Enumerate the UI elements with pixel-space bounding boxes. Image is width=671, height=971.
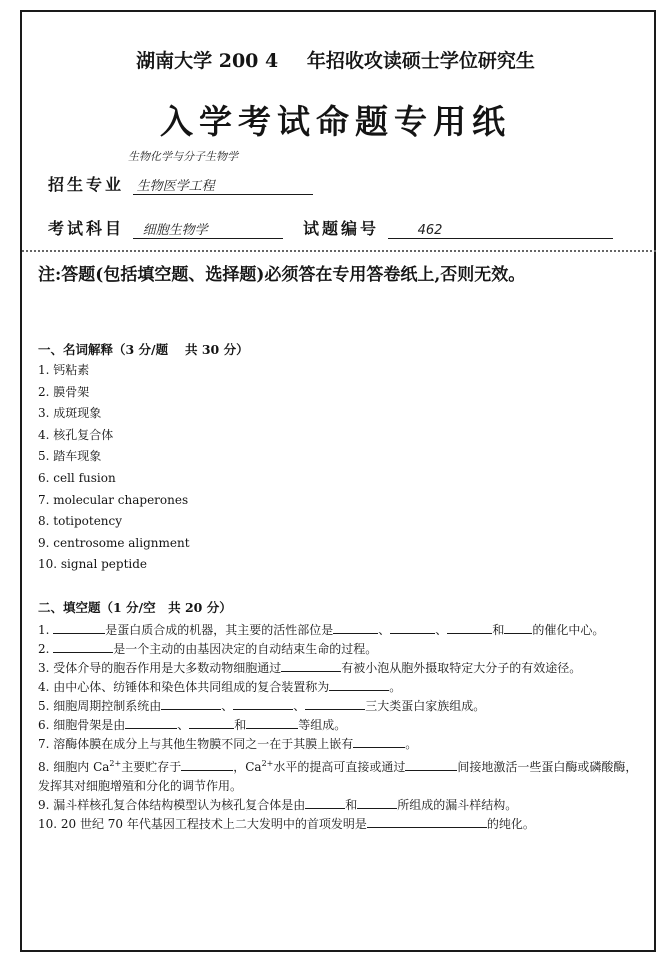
major-label: 招生专业 bbox=[48, 175, 125, 194]
subject-field: 细胞生物学 bbox=[133, 219, 283, 239]
blank bbox=[181, 760, 233, 771]
subject-row bbox=[48, 216, 283, 239]
list-item: 4. 核孔复合体 bbox=[38, 427, 114, 442]
list-item: 5. 踏车现象 bbox=[38, 449, 102, 464]
header-school-year: 湖南大学 200 bbox=[136, 50, 259, 72]
blank bbox=[53, 642, 113, 653]
list-item: 7. molecular chaperones bbox=[38, 492, 189, 507]
blank bbox=[390, 623, 435, 634]
blank bbox=[161, 699, 221, 710]
list-item: 8. totipotency bbox=[38, 514, 123, 529]
handwritten-note: 生物化学与分子生物学 bbox=[128, 150, 238, 163]
blank bbox=[357, 798, 397, 809]
question-8: 8. 细胞内 $Ca^{2+}$主要贮存于 ，$Ca^{2+}$水平的提高可直接或通过 间接地激活一些蛋白酶或磷酸酶，发挥其对细胞增殖和分化的调节作用。 bbox=[38, 759, 638, 793]
blank bbox=[125, 718, 177, 729]
fill-blank-list bbox=[38, 621, 638, 834]
list-item: 1. 钙粘素 bbox=[38, 363, 90, 377]
dotted-divider bbox=[22, 250, 656, 252]
blank bbox=[504, 623, 532, 634]
question-10: 10. 20 世纪 70 年代基因工程技术上二大发明中的首项发明是 的纯化。 bbox=[38, 817, 535, 831]
header-line-1 bbox=[0, 46, 671, 73]
major-row bbox=[48, 172, 313, 195]
blank bbox=[305, 699, 365, 710]
blank bbox=[353, 737, 405, 748]
list-item: 9. centrosome alignment bbox=[38, 535, 190, 550]
question-4: 4. 由中心体、纺锤体和染色体共同组成的复合装置称为 。 bbox=[38, 680, 402, 694]
question-9: 9. 漏斗样核孔复合体结构模型认为核孔复合体是由 和 所组成的漏斗样结构。 bbox=[38, 798, 518, 812]
question-2: 2. 是一个主动的由基因决定的自动结束生命的过程。 bbox=[38, 642, 378, 656]
section-1-title: 一、名词解释（3 分/题 共 30 分） bbox=[38, 342, 249, 357]
page-title: 入学考试命题专用纸 bbox=[160, 102, 511, 141]
question-5: 5. 细胞周期控制系统由 、 、 三大类蛋白家族组成。 bbox=[38, 699, 486, 713]
blank bbox=[189, 718, 234, 729]
subject-label: 考试科目 bbox=[48, 219, 125, 238]
question-3: 3. 受体介导的胞吞作用是大多数动物细胞通过 有被小泡从胞外摄取特定大分子的有效途径。 bbox=[38, 661, 582, 675]
major-field: 生物医学工程 bbox=[133, 175, 313, 195]
header-program: 年招收攻读硕士学位研究生 bbox=[306, 50, 535, 72]
blank bbox=[305, 798, 345, 809]
code-row bbox=[303, 216, 613, 239]
blank bbox=[233, 699, 293, 710]
blank bbox=[246, 718, 298, 729]
list-item: 3. 成斑现象 bbox=[38, 406, 102, 421]
blank bbox=[53, 623, 105, 634]
header-year-digit: 4 bbox=[265, 50, 279, 72]
code-label: 试题编号 bbox=[303, 219, 380, 238]
blank bbox=[447, 623, 492, 634]
question-6: 6. 细胞骨架是由 、 和 等组成。 bbox=[38, 718, 347, 732]
list-item: 6. cell fusion bbox=[38, 470, 116, 485]
answer-notice: 注:答题(包括填空题、选择题)必须答在专用答卷纸上,否则无效。 bbox=[38, 265, 526, 285]
blank bbox=[333, 623, 378, 634]
blank bbox=[329, 680, 389, 691]
section-2-title: 二、填空题（1 分/空 共 20 分） bbox=[38, 600, 232, 615]
blank bbox=[405, 760, 457, 771]
list-item: 2. 膜骨架 bbox=[38, 384, 90, 399]
blank bbox=[367, 817, 487, 828]
question-1: 1. 是蛋白质合成的机器，其主要的活性部位是 、 、 和 的催化中心。 bbox=[38, 623, 605, 637]
code-field: 462 bbox=[388, 223, 613, 239]
term-list bbox=[38, 360, 190, 576]
list-item: 10. signal peptide bbox=[38, 557, 148, 572]
question-7: 7. 溶酶体膜在成分上与其他生物膜不同之一在于其膜上嵌有 。 bbox=[38, 737, 418, 751]
blank bbox=[281, 661, 341, 672]
